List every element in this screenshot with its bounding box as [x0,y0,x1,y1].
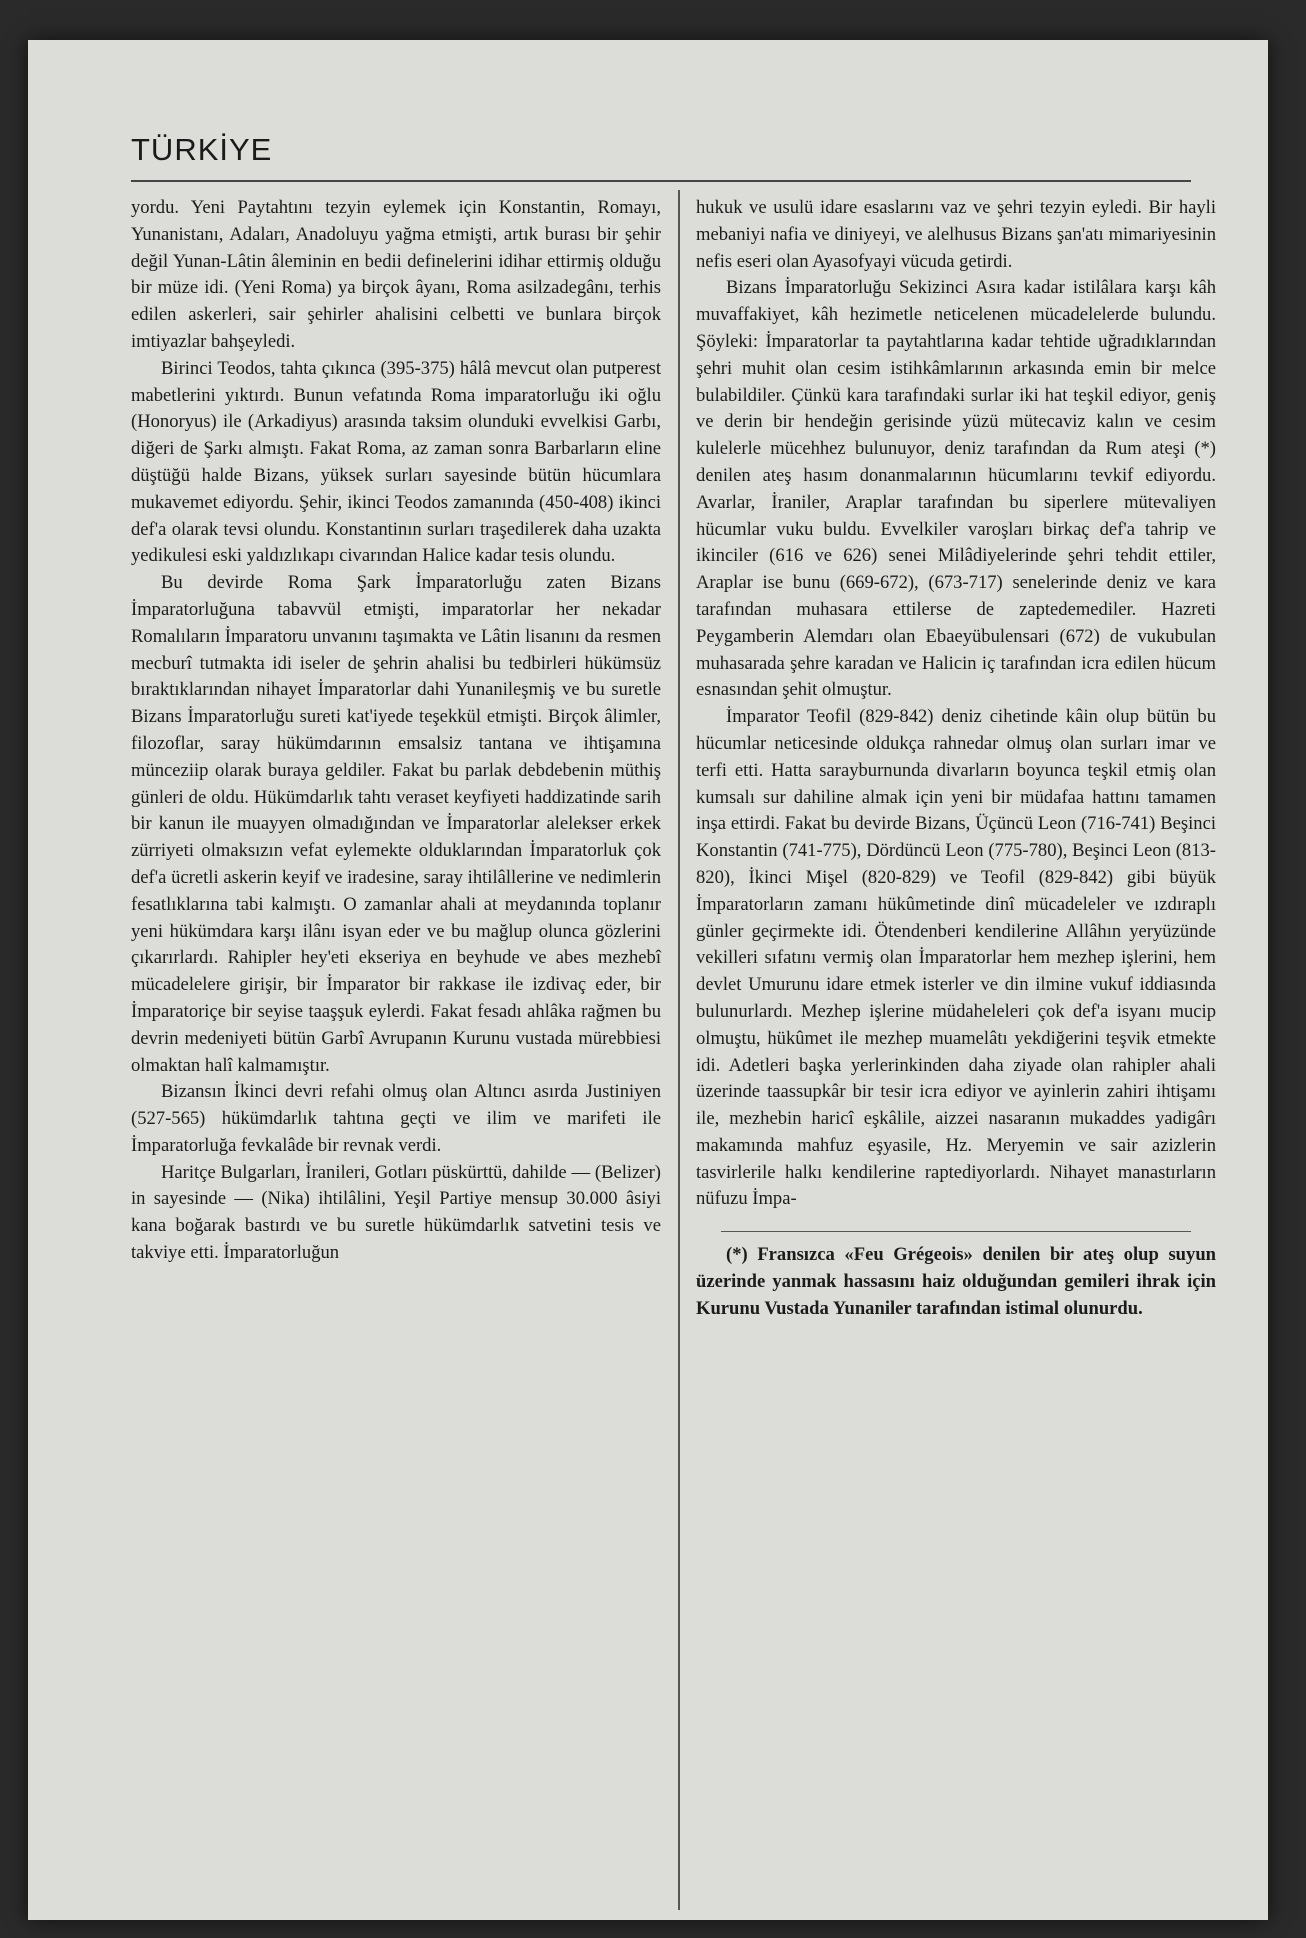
right-column [696,195,1216,1323]
paragraph: İmparator Teofil (829-842) deniz cihetinde kâin olup bütün bu hücumlar neticesinde oldukça rahnedar olmuş olan surları imar ve terfi etti. Hatta sarayburnunda divarların boyunca teşkil etmiş olan kumsalı sur dahiline almak için yeni bir müdafaa hattını tamamen inşa ettirdi. Fakat bu devirde Bizans, Üçüncü Leon (716-741) Beşinci Konstantin (741-775), Dördüncü Leon (775-780), Beşinci Leon (813-820), İkinci Mişel (820-829) ve Teofil (829-842) gibi büyük İmparatorların zamanı hükûmetinde dinî mücadeleler ve ızdıraplı günler geçirmekte idi. Ötendenberi kendilerine Allâhın yeryüzünde vekilleri sıfatını vermiş olan İmparatorlar hem mezhep işlerini, hem devlet Umurunu idare etmek isterler ve din ilmine vukuf iddiasında bulunurlardı. Mezhep işlerine müdaheleleri çok def'a isyanı mucip olmuştu, hükûmet ile mezhep muamelâtı yekdiğerini teşvik etmekte idi. Adetleri başka yerlerinkinden daha ziyade olan rahipler ahali üzerinde taassupkâr bir tesir icra ediyor ve ayinlerin zahiri ihtişamı ile, mezhebin haricî eşkâlile, aizzei nasaranın mukaddes yadigârı makamında mahfuz eşyasile, Hz. Meryemin ve sair azizlerin tasvirlerile halkı kendilerine raptediyorlardı. Nihayet manastırların nüfuzu İmpa- [696,706,1216,1210]
paragraph: Bu devirde Roma Şark İmparatorluğu zaten Bizans İmparatorluğuna tabavvül etmişti, imparatorlar her nekadar Romalıların İmparatoru unvanını taşımakta ve Lâtin lisanını da resmen mecburî tutmakta idi iseler de şehrin ahalisi bu tedbirleri hükümsüz bıraktıklarından nihayet İmparatorlar dahi Yunanileşmiş ve bu suretle Bizans İmparatorluğu sureti kat'iyede teşekkül etmişti. Birçok âlimler, filozoflar, saray hükümdarının emsalsiz tantana ve ihtişamına münceziip olarak buraya geldiler. Fakat bu parlak debdebenin müthiş günleri de oldu. Hükümdarlık tahtı veraset keyfiyeti haddizatinde sarih bir kanun ile muayyen olmadığından ve İmparatorlar alelekser erkek zürriyeti olmaksızın vefat eylemekte olduklarından İmparatorluk çok def'a ücretli askerin keyif ve iradesine, saray ihtilâllerine ve nedimlerin fesatlıklarına tabi kalmıştı. O zamanlar ahali at meydanında toplanır yeni hükümdara karşı ilânı isyan eder ve bu mağlup olunca gözlerini çıkarırlardı. Rahipler hey'eti ekseriya en beyhude ve abes mezhebî mücadelelere girişir, bir İmparator bir rakkase ile izdivaç eder, bir İmparatoriçe bir seyise taaşşuk eylerdi. Fakat fesadı ahlâka rağmen bu devrin medeniyeti bütün Garbî Avrupanın Kurunu vustada mürebbiesi olmaktan halî kalmamıştır. [131,572,661,1076]
paragraph: Birinci Teodos, tahta çıkınca (395-375) hâlâ mevcut olan putperest mabetlerini yıktırdı. Bunun vefatında Roma imparatorluğu iki oğlu (Honoryus) ile (Arkadiyus) arasında taksim olunduki evvelkisi Garbı, diğeri de Şarkı almıştı. Fakat Roma, az zaman sonra Barbarların eline düştüğü halde Bizans, yüksek surları sayesinde bütün hücumlara mukavemet ediyordu. Şehir, ikinci Teodos zamanında (450-408) ikinci def'a olarak tevsi olundu. Konstantinın surları traşedilerek daha uzakta yedikulesi eski yaldızlıkapı civarından Halice kadar tesis olundu. [131,357,661,567]
paragraph: yordu. Yeni Paytahtını tezyin eylemek için Konstantin, Romayı, Yunanistanı, Adaları, Anadoluyu yağma etmişti, artık burası bir şehir değil Yunan-Lâtin âleminin en bedii definelerini idihar ettirmiş olduğu bir müze idi. (Yeni Roma) ya birçok âyanı, Roma asilzadegânı, terhis edilen askerleri, sair şehirler ahalisini celbetti ve bunlara birçok imtiyazlar bahşeyledi. [131,197,661,352]
paragraph: Bizansın İkinci devri refahi olmuş olan Altıncı asırda Justiniyen (527-565) hükümdarlık tahtına geçti ve ilim ve marifeti ile İmparatorluğa fevkalâde bir revnak verdi. [131,1081,661,1156]
header-rule [131,180,1191,182]
page [28,40,1268,1920]
left-column [131,195,661,1267]
paragraph: Bizans İmparatorluğu Sekizinci Asıra kadar istilâlara karşı kâh muvaffakiyet, kâh hezimetle neticelenen mücadelelerde bulundu. Şöyleki: İmparatorlar ta paytahtlarına kadar tehtide uğradıklarından şehri muhit olan cesim istihkâmlarının arkasında emin bir melce bulabildiler. Çünkü kara tarafındaki surlar iki hat teşkil ediyor, geniş ve derin bir hendeğin gerisinde yüzü mütecaviz kalın ve cesim kulelerle mücehhez bulunuyor, deniz tarafından da Rum ateşi (*) denilen ateş hasım donanmalarının hücumlarını tevkif ediyordu. Avarlar, İraniler, Araplar tarafından bu siperlere mütevaliyen hücumlar vuku buldu. Evvelkiler varoşları birkaç def'a tahrip ve ikinciler (616 ve 626) senei Milâdiyelerinde şehri tehdit ettiler, Araplar ise bunu (669-672), (673-717) senelerinde deniz ve kara tarafından muhasara ettilerse de zaptedemediler. Hazreti Peygamberin Alemdarı olan Ebaeyübulensari (672) de vukubulan muhasarada şehre karadan ve Halicin iç tarafından icra edilen hücum esnasından şehit olmuştur. [696,277,1216,701]
paragraph: hukuk ve usulü idare esaslarını vaz ve şehri tezyin eyledi. Bir hayli mebaniyi nafia ve diniyeyi, ve alelhusus Bizans şan'atı mimariyesinin nefis eseri olan Ayasofyayi vücuda getirdi. [696,197,1216,272]
column-divider [678,190,680,1910]
footnote: (*) Fransızca «Feu Grégeois» denilen bir ateş olup suyun üzerinde yanmak hassasını haiz olduğundan gemileri ihrak için Kurunu Vustada Yunaniler tarafından istimal olunurdu. [696,1244,1216,1319]
footnote-rule [721,1231,1191,1232]
paragraph: Haritçe Bulgarları, İranileri, Gotları püskürttü, dahilde — (Belizer) in sayesinde — (Nika) ihtilâlini, Yeşil Partiye mensup 30.000 âsiyi kana boğarak bastırdı ve bu suretle hükümdarlık satvetini tesis ve takviye etti. İmparatorluğun [131,1161,661,1264]
page-header-title: TÜRKİYE [131,132,273,167]
